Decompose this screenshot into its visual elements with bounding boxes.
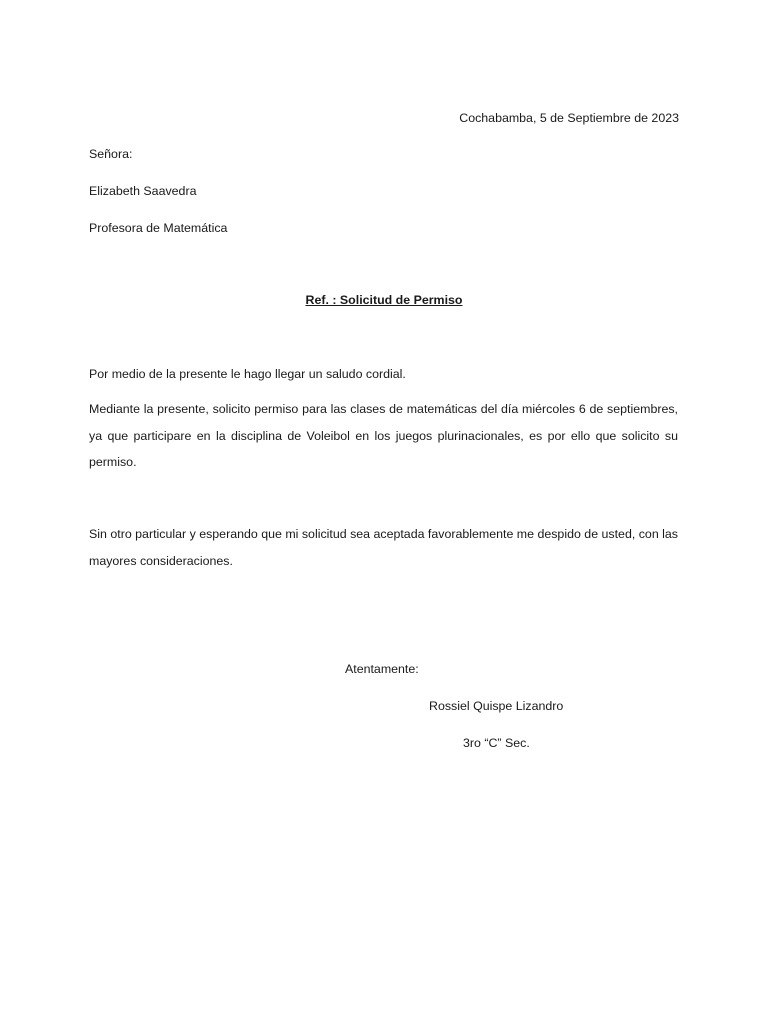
recipient-name: Elizabeth Saavedra <box>89 184 197 198</box>
body-paragraph: Mediante la presente, solicito permiso para las clases de matemáticas del día miércoles 6 de septiembres, ya que participare en la disciplina de Voleibol en los juegos plurinacionales, es por ello que solicito su permiso. <box>89 402 678 469</box>
signer-name: Rossiel Quispe Lizandro <box>429 699 564 713</box>
sign-off: Atentamente: <box>345 662 419 676</box>
reference-text: Ref. : Solicitud de Permiso <box>305 293 463 307</box>
salutation: Señora: <box>89 147 133 161</box>
place-date: Cochabamba, 5 de Septiembre de 2023 <box>459 111 679 125</box>
recipient-title: Profesora de Matemática <box>89 221 228 235</box>
greeting: Por medio de la presente le hago llegar un saludo cordial. <box>89 367 406 381</box>
signer-grade: 3ro “C” Sec. <box>463 736 530 750</box>
reference-line <box>0 292 768 308</box>
closing-paragraph: Sin otro particular y esperando que mi solicitud sea aceptada favorablemente me despido de usted, con las mayores consideraciones. <box>89 527 678 568</box>
